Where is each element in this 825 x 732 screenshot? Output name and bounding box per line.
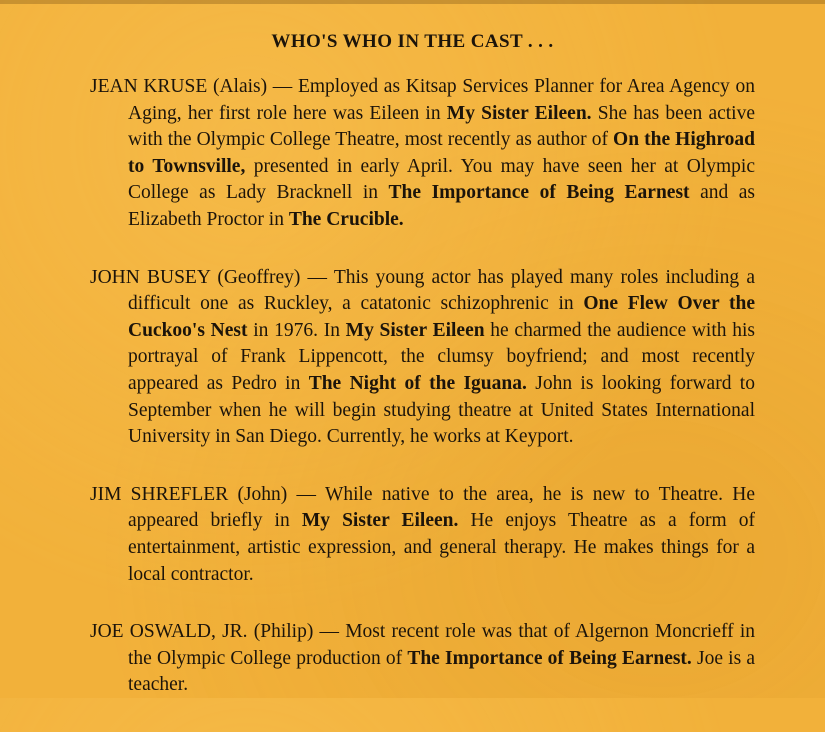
title-reference: My Sister Eileen. (446, 102, 592, 124)
bio-text: and as Elizabeth Proctor in (128, 182, 755, 230)
title-reference: The Night of the Iguana. (308, 372, 527, 394)
title-reference: The Importance of Being Earnest. (407, 647, 692, 669)
bio-text: John is looking forward to September when he will begin studying theatre at United States International University in San Diego. Currently, he works at Keyport. (128, 372, 755, 448)
bio-text: presented in early April. You may have seen her at Olympic College as Lady Bracknell in (128, 155, 755, 204)
bio-text: JOE OSWALD, JR. (Philip) — Most recent role was that of Algernon Moncrieff in the Olympic College production of (90, 621, 755, 669)
bio-text: JIM SHREFLER (John) — While native to the area, he is new to Theatre. He appeared briefly in (90, 483, 755, 532)
title-reference: On the Highroad to Townsville, (128, 129, 755, 177)
bio-text: in 1976. In (247, 319, 346, 341)
cast-entry-joe-oswald (90, 619, 755, 699)
bio-text: JEAN KRUSE (Alais) — Employed as Kitsap Services Planner for Area Agency on Aging, her first role here was Eileen in (90, 76, 755, 124)
title-reference: My Sister Eileen (345, 319, 485, 341)
bio-text: She has been active with the Olympic College Theatre, most recently as author of (128, 102, 755, 151)
bio-text: he charmed the audience with his portrayal of Frank Lippencott, the clumsy boyfriend; and most recently appeared as Pedro in (128, 319, 755, 394)
bio-text: He enjoys Theatre as a form of entertainment, artistic expression, and general therapy. He makes things for a local contractor. (128, 510, 755, 585)
cast-entry-jean-kruse (90, 74, 755, 234)
bio-text: JOHN BUSEY (Geoffrey) — This young actor has played many roles including a difficult one as Ruckley, a catatonic schizophrenic in (90, 266, 755, 315)
cast-entry-john-busey (90, 265, 755, 451)
cast-list (90, 74, 755, 732)
title-reference: One Flew Over the Cuckoo's Nest (128, 293, 755, 341)
page-title: WHO'S WHO IN THE CAST . . . (271, 31, 554, 52)
title-reference: My Sister Eileen. (301, 510, 459, 532)
bio-text: Joe is a teacher. (128, 647, 755, 696)
top-edge-rule (0, 0, 825, 4)
title-reference: The Importance of Being Earnest (388, 182, 690, 204)
title-reference: The Crucible. (288, 208, 404, 230)
cast-entry-jim-shrefler (90, 482, 755, 588)
